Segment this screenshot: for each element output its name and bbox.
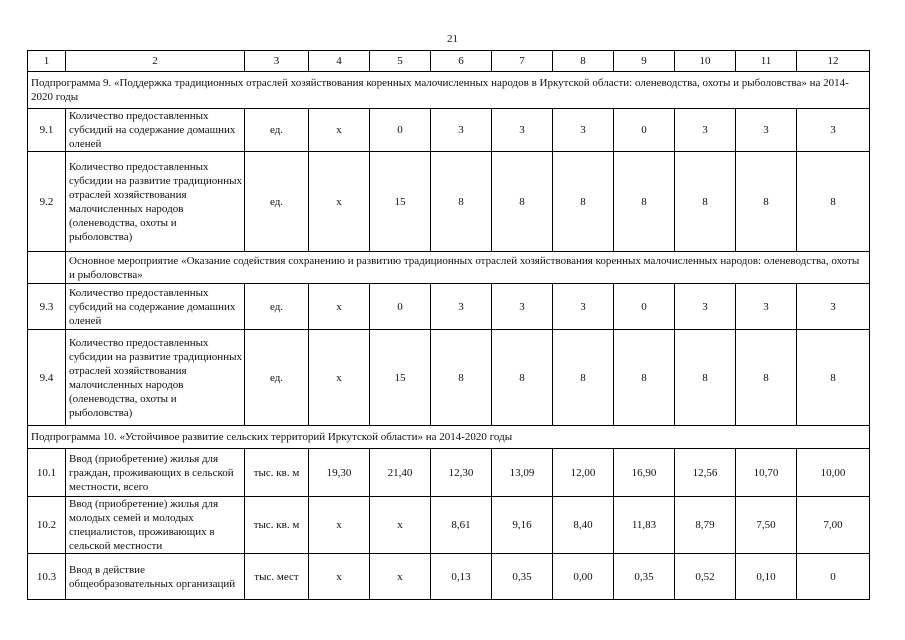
indicator-name: Ввод (приобретение) жилья для молодых семей и молодых специалистов, проживающих в сельской местности xyxy=(66,497,245,554)
value-cell: 8 xyxy=(614,152,675,252)
value-cell: x xyxy=(370,554,431,600)
value-cell: 3 xyxy=(431,109,492,152)
value-cell: x xyxy=(309,152,370,252)
page-number: 21 xyxy=(447,33,458,45)
value-cell: 3 xyxy=(736,284,797,330)
value-cell: 21,40 xyxy=(370,449,431,497)
header-cell: 12 xyxy=(797,51,870,72)
row-number: 9.4 xyxy=(28,330,66,426)
value-cell: 13,09 xyxy=(492,449,553,497)
value-cell: 3 xyxy=(797,284,870,330)
header-cell: 6 xyxy=(431,51,492,72)
value-cell: 10,70 xyxy=(736,449,797,497)
header-cell: 7 xyxy=(492,51,553,72)
value-cell: 8,40 xyxy=(553,497,614,554)
header-cell: 2 xyxy=(66,51,245,72)
header-cell: 9 xyxy=(614,51,675,72)
value-cell: 8 xyxy=(614,330,675,426)
unit-cell: тыс. кв. м xyxy=(245,449,309,497)
value-cell: 10,00 xyxy=(797,449,870,497)
value-cell: 9,16 xyxy=(492,497,553,554)
row-number: 9.3 xyxy=(28,284,66,330)
value-cell: 0 xyxy=(614,109,675,152)
value-cell: 8 xyxy=(736,330,797,426)
unit-cell: ед. xyxy=(245,284,309,330)
value-cell: 8 xyxy=(675,330,736,426)
value-cell: 3 xyxy=(492,284,553,330)
subprogram-10-title: Подпрограмма 10. «Устойчивое развитие сельских территорий Иркутской области» на 2014-2020 годы xyxy=(28,426,870,449)
value-cell: 19,30 xyxy=(309,449,370,497)
value-cell: 8,61 xyxy=(431,497,492,554)
value-cell: 3 xyxy=(553,284,614,330)
value-cell: 8 xyxy=(492,330,553,426)
row-number: 9.2 xyxy=(28,152,66,252)
table-row xyxy=(28,152,870,252)
value-cell: 0 xyxy=(614,284,675,330)
value-cell: 11,83 xyxy=(614,497,675,554)
header-cell: 10 xyxy=(675,51,736,72)
table-row xyxy=(28,284,870,330)
value-cell: 0 xyxy=(370,284,431,330)
value-cell: 3 xyxy=(553,109,614,152)
subprogram-9-title: Подпрограмма 9. «Поддержка традиционных отраслей хозяйствования коренных малочисленных народов в Иркутской области: оленеводства, охоты и рыболовства» на 2014-2020 годы xyxy=(28,72,870,109)
unit-cell: ед. xyxy=(245,152,309,252)
header-row xyxy=(28,51,870,72)
value-cell: 8 xyxy=(431,330,492,426)
indicator-name: Количество предоставленных субсидии на развитие традиционных отраслей хозяйствования малочисленных народов (оленеводства, охоты и рыболовства) xyxy=(66,152,245,252)
value-cell: 8 xyxy=(492,152,553,252)
section-row xyxy=(28,72,870,109)
value-cell: 8 xyxy=(797,152,870,252)
value-cell: 7,50 xyxy=(736,497,797,554)
value-cell: 3 xyxy=(675,284,736,330)
section-row xyxy=(28,252,870,284)
value-cell: 15 xyxy=(370,330,431,426)
value-cell: 15 xyxy=(370,152,431,252)
indicator-table xyxy=(27,50,870,600)
row-number: 10.3 xyxy=(28,554,66,600)
section-row xyxy=(28,426,870,449)
value-cell: 12,56 xyxy=(675,449,736,497)
value-cell: 7,00 xyxy=(797,497,870,554)
value-cell: x xyxy=(309,554,370,600)
value-cell: 3 xyxy=(736,109,797,152)
indicator-name: Ввод в действие общеобразовательных организаций xyxy=(66,554,245,600)
row-number: 10.2 xyxy=(28,497,66,554)
value-cell: 3 xyxy=(675,109,736,152)
unit-cell: ед. xyxy=(245,330,309,426)
value-cell: 8 xyxy=(736,152,797,252)
table-row xyxy=(28,449,870,497)
unit-cell: ед. xyxy=(245,109,309,152)
header-cell: 8 xyxy=(553,51,614,72)
value-cell: 0 xyxy=(370,109,431,152)
value-cell: x xyxy=(309,497,370,554)
value-cell: x xyxy=(309,109,370,152)
table-row xyxy=(28,497,870,554)
row-number: 9.1 xyxy=(28,109,66,152)
header-cell: 3 xyxy=(245,51,309,72)
value-cell: 16,90 xyxy=(614,449,675,497)
value-cell: x xyxy=(309,284,370,330)
value-cell: 0,35 xyxy=(492,554,553,600)
value-cell: 8 xyxy=(431,152,492,252)
value-cell: 0,35 xyxy=(614,554,675,600)
value-cell: 0,00 xyxy=(553,554,614,600)
unit-cell: тыс. кв. м xyxy=(245,497,309,554)
value-cell: 12,30 xyxy=(431,449,492,497)
value-cell: 8 xyxy=(553,330,614,426)
value-cell: 12,00 xyxy=(553,449,614,497)
table-row xyxy=(28,554,870,600)
table-row xyxy=(28,330,870,426)
indicator-name: Количество предоставленных субсидий на содержание домашних оленей xyxy=(66,109,245,152)
header-cell: 5 xyxy=(370,51,431,72)
header-cell: 11 xyxy=(736,51,797,72)
value-cell: 0,52 xyxy=(675,554,736,600)
value-cell: 0,10 xyxy=(736,554,797,600)
value-cell: 8 xyxy=(797,330,870,426)
value-cell: 8 xyxy=(675,152,736,252)
indicator-name: Количество предоставленных субсидий на содержание домашних оленей xyxy=(66,284,245,330)
unit-cell: тыс. мест xyxy=(245,554,309,600)
main-activity-title: Основное мероприятие «Оказание содействия сохранению и развитию традиционных отраслей хозяйствования коренных малочисленных народов: оленеводства, охоты и рыболовства» xyxy=(66,252,870,284)
empty-cell xyxy=(28,252,66,284)
value-cell: 0,13 xyxy=(431,554,492,600)
indicator-name: Ввод (приобретение) жилья для граждан, проживающих в сельской местности, всего xyxy=(66,449,245,497)
value-cell: x xyxy=(309,330,370,426)
value-cell: 3 xyxy=(797,109,870,152)
value-cell: 3 xyxy=(492,109,553,152)
value-cell: 8 xyxy=(553,152,614,252)
indicator-name: Количество предоставленных субсидии на развитие традиционных отраслей хозяйствования малочисленных народов (оленеводства, охоты и рыболовства) xyxy=(66,330,245,426)
value-cell: 0 xyxy=(797,554,870,600)
header-cell: 1 xyxy=(28,51,66,72)
value-cell: 3 xyxy=(431,284,492,330)
row-number: 10.1 xyxy=(28,449,66,497)
value-cell: x xyxy=(370,497,431,554)
value-cell: 8,79 xyxy=(675,497,736,554)
header-cell: 4 xyxy=(309,51,370,72)
table-row xyxy=(28,109,870,152)
